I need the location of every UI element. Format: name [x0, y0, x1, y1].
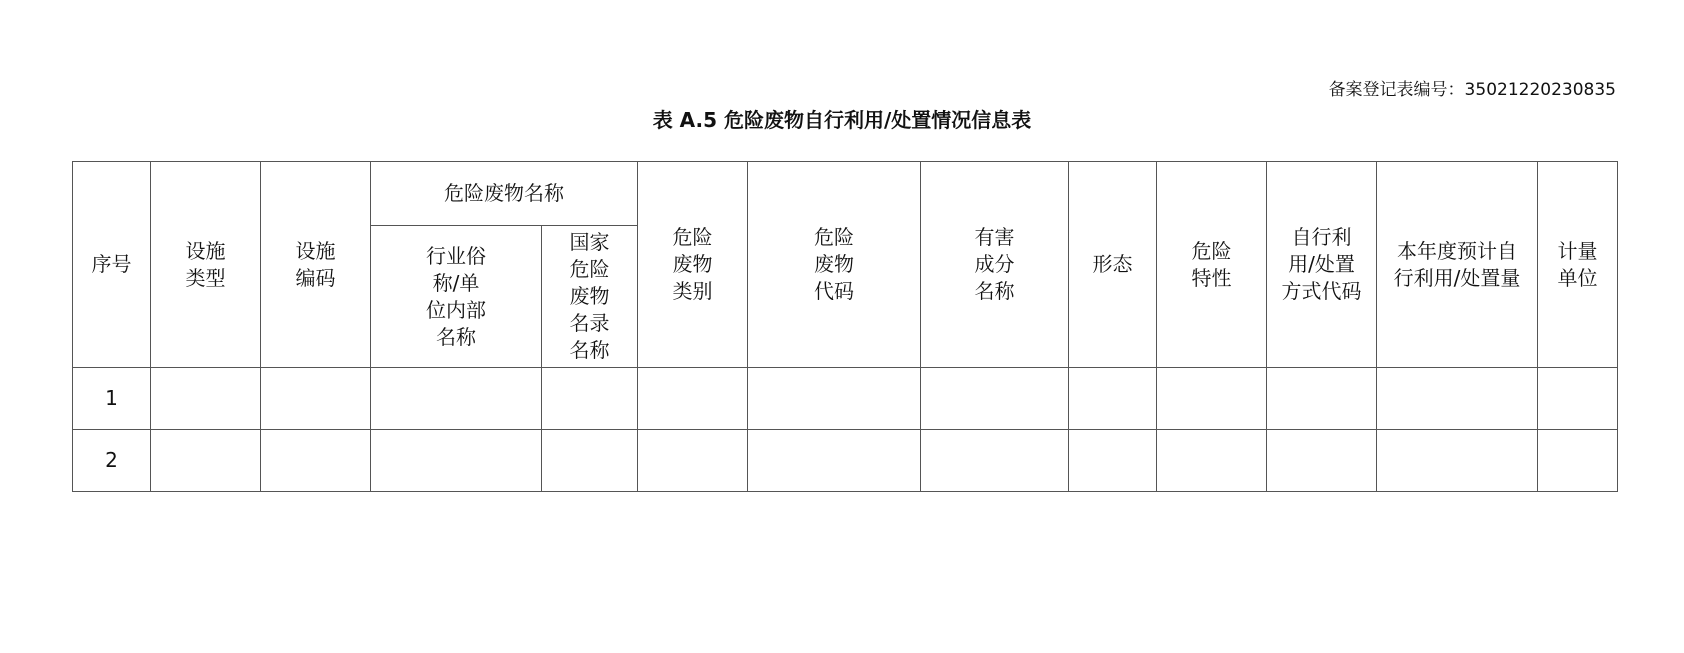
cell-disposal-method-code[interactable]: [1267, 368, 1377, 430]
cell-waste-category[interactable]: [638, 430, 748, 492]
header-label: 行业俗称/单位内部名称: [426, 243, 486, 349]
cell-annual-planned-amount[interactable]: [1377, 368, 1538, 430]
cell-physical-form[interactable]: [1069, 430, 1157, 492]
cell-industry-name[interactable]: [371, 430, 542, 492]
header-label: 国家危险废物名录名称: [569, 230, 610, 362]
header-label: 危险废物代码: [814, 225, 854, 303]
cell-disposal-method-code[interactable]: [1267, 430, 1377, 492]
header-annual-planned-amount: [1377, 162, 1538, 368]
header-disposal-method-code: [1267, 162, 1377, 368]
header-serial-no: [73, 162, 151, 368]
cell-facility-type[interactable]: [151, 430, 261, 492]
cell-hazard-property[interactable]: [1157, 430, 1267, 492]
table-header-row: [73, 162, 1618, 226]
cell-serial: 2: [73, 430, 151, 492]
table-row: [73, 368, 1618, 430]
header-hazard-property: [1157, 162, 1267, 368]
cell-national-catalog-name[interactable]: [542, 430, 638, 492]
hazardous-waste-disposal-table: [72, 161, 1618, 492]
header-national-catalog-name: [542, 226, 638, 368]
cell-facility-type[interactable]: [151, 368, 261, 430]
cell-hazardous-components[interactable]: [921, 430, 1069, 492]
header-waste-code: [748, 162, 921, 368]
cell-unit[interactable]: [1538, 430, 1618, 492]
header-industry-name: [371, 226, 542, 368]
header-label: 形态: [1092, 252, 1133, 276]
cell-waste-category[interactable]: [638, 368, 748, 430]
header-label: 本年度预计自行利用/处置量: [1393, 238, 1521, 290]
header-physical-form: [1069, 162, 1157, 368]
registration-number: 备案登记表编号：35021220230835: [1328, 80, 1616, 100]
cell-serial: 1: [73, 368, 151, 430]
header-label: 有害成分名称: [974, 225, 1015, 303]
header-label: 计量单位: [1557, 238, 1598, 290]
cell-hazardous-components[interactable]: [921, 368, 1069, 430]
cell-waste-code[interactable]: [748, 368, 921, 430]
cell-waste-code[interactable]: [748, 430, 921, 492]
header-hazardous-components: [921, 162, 1069, 368]
header-waste-name-group: [371, 162, 638, 226]
cell-unit[interactable]: [1538, 368, 1618, 430]
header-facility-type: [151, 162, 261, 368]
cell-annual-planned-amount[interactable]: [1377, 430, 1538, 492]
header-label: 危险特性: [1191, 238, 1232, 290]
cell-facility-code[interactable]: [261, 368, 371, 430]
header-label: 设施编码: [295, 238, 336, 290]
header-waste-category: [638, 162, 748, 368]
cell-physical-form[interactable]: [1069, 368, 1157, 430]
cell-facility-code[interactable]: [261, 430, 371, 492]
cell-national-catalog-name[interactable]: [542, 368, 638, 430]
header-unit: [1538, 162, 1618, 368]
cell-hazard-property[interactable]: [1157, 368, 1267, 430]
page-title: 表 A.5 危险废物自行利用/处置情况信息表: [652, 108, 1032, 132]
header-label: 危险废物类别: [672, 225, 713, 303]
header-label: 危险废物名称: [444, 181, 564, 205]
header-label: 序号: [91, 252, 132, 276]
table-row: [73, 430, 1618, 492]
cell-industry-name[interactable]: [371, 368, 542, 430]
header-label: 设施类型: [185, 238, 226, 290]
header-facility-code: [261, 162, 371, 368]
header-label: 自行利用/处置方式代码: [1281, 225, 1362, 303]
